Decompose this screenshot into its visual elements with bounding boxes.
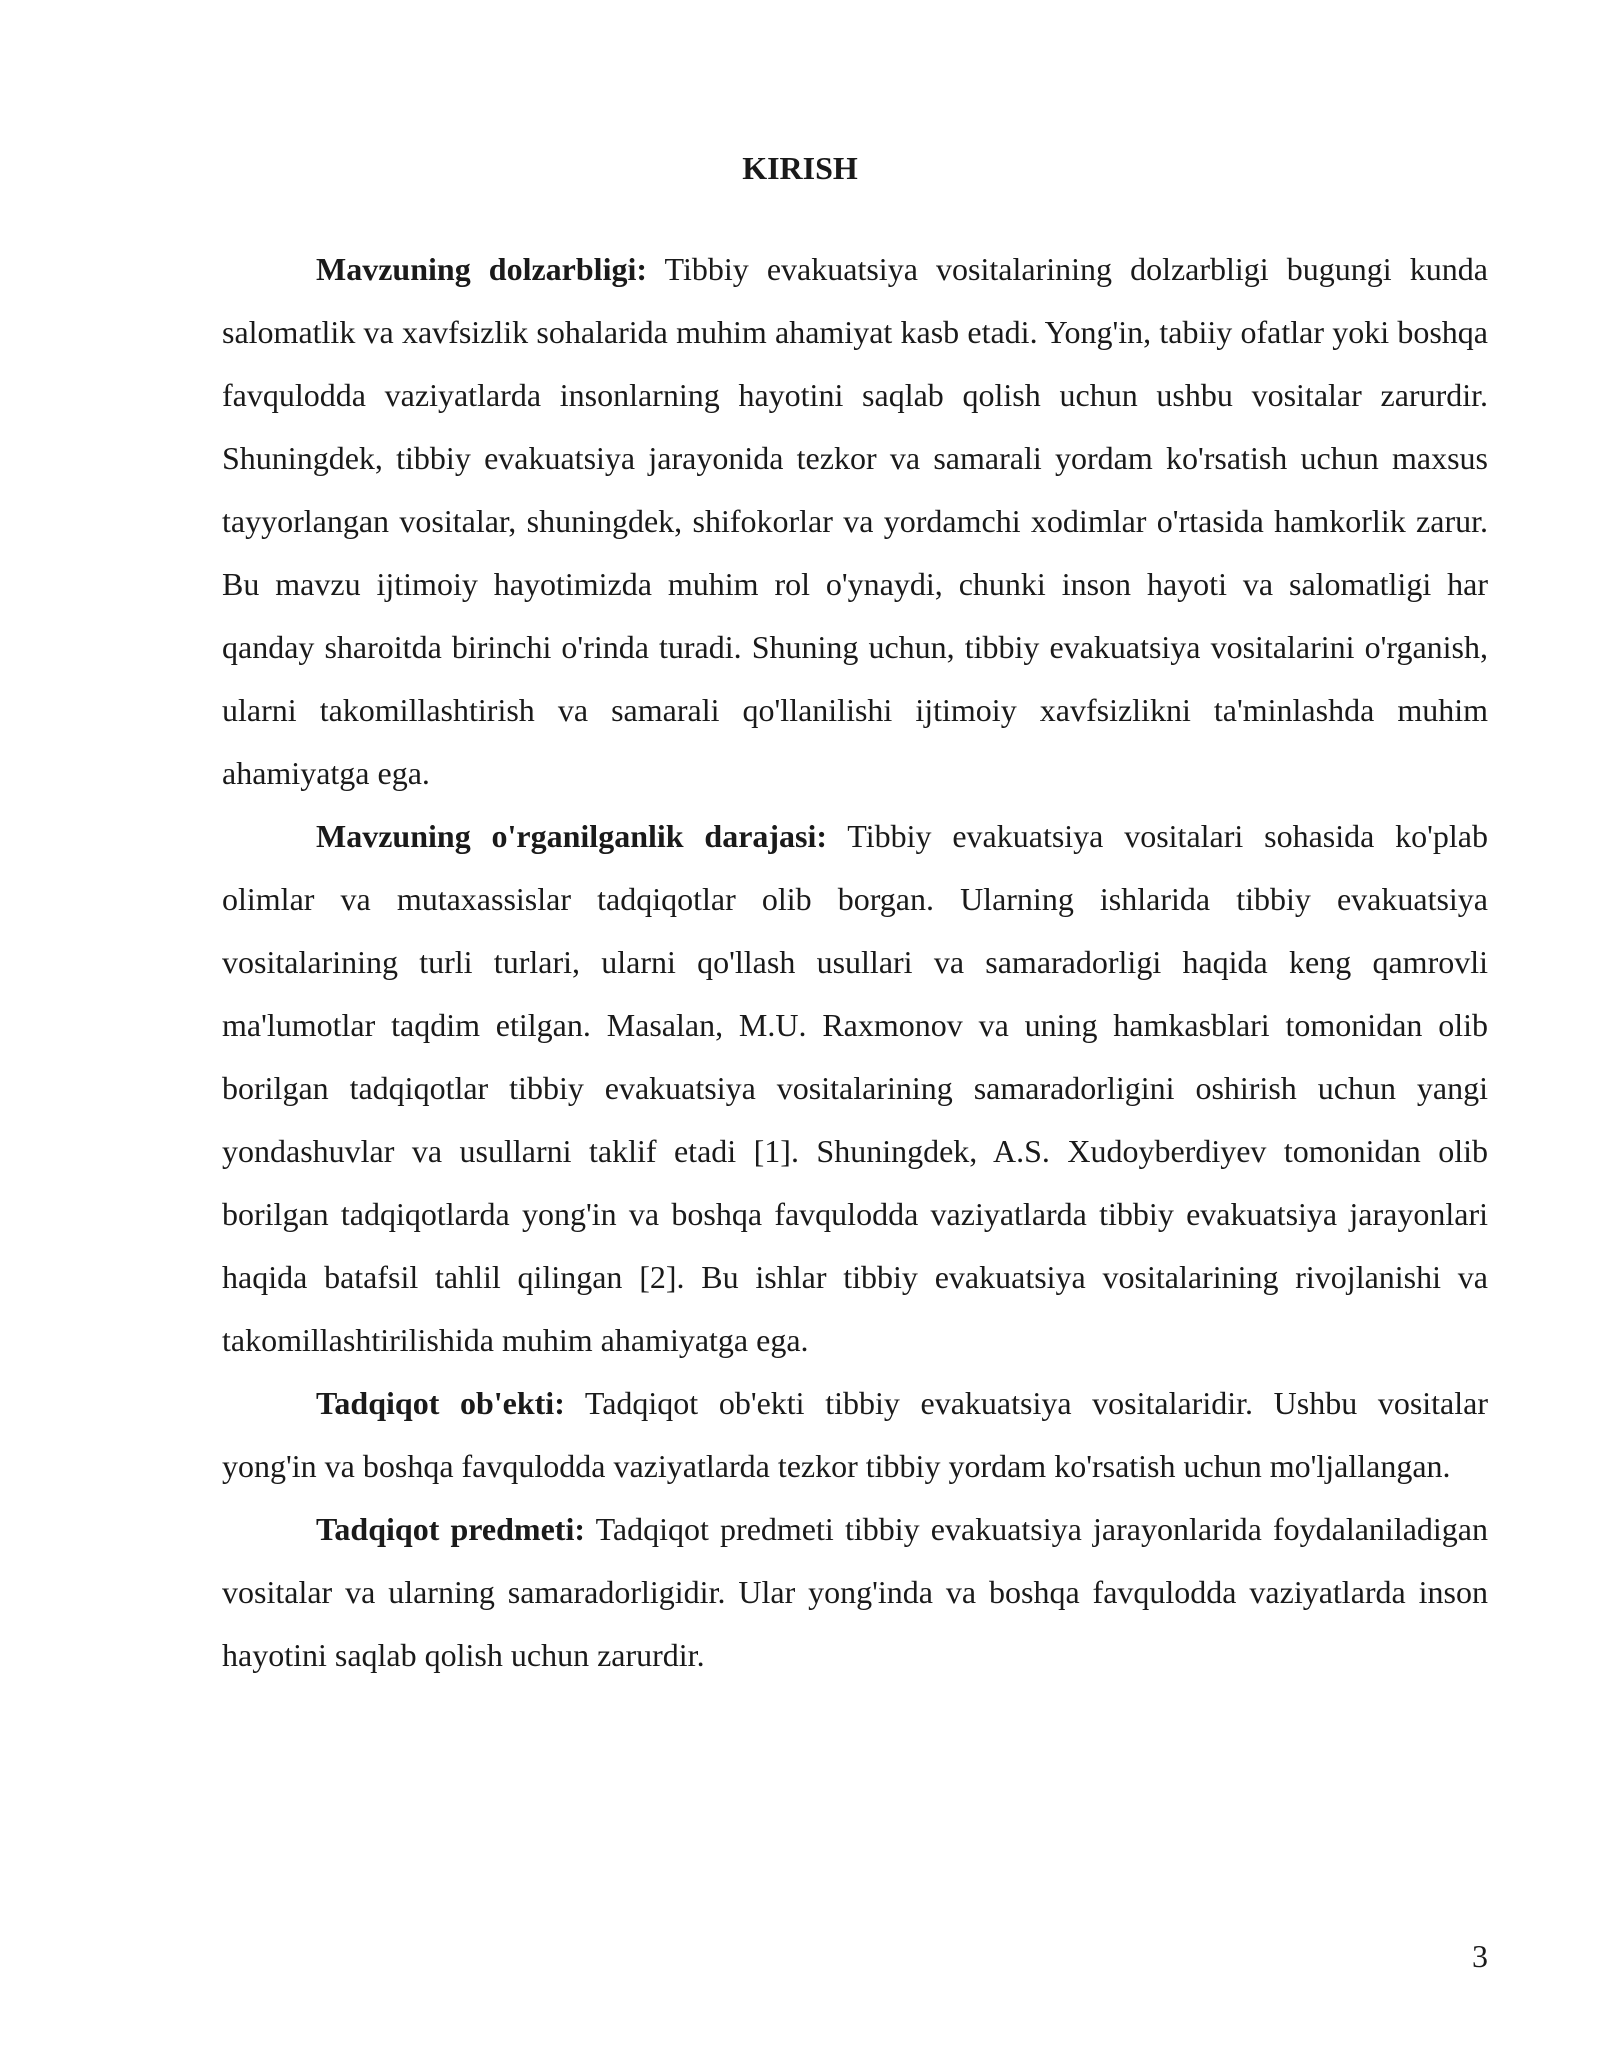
section-title: KIRISH [742,150,858,186]
paragraph-text: Tadqiqot predmeti tibbiy evakuatsiya jarayonlarida foydalaniladigan vositalar va ularning samaradorligidir. Ular yong'inda va boshqa favqulodda vaziyatlarda inson hayotini saqlab qolish uchun zarurdir. [222,1511,1489,1673]
page-number: 3 [1472,1938,1488,1974]
paragraph-study-level [222,805,1488,1372]
paragraph-label: Tadqiqot predmeti: [316,1511,585,1547]
paragraph-text: Tibbiy evakuatsiya vositalarining dolzarbligi bugungi kunda salomatlik va xavfsizlik sohalarida muhim ahamiyat kasb etadi. Yong'in, tabiiy ofatlar yoki boshqa favqulodda vaziyatlarda insonlarning hayotini saqlab qolish uchun ushbu vositalar zarurdir. Shuningdek, tibbiy evakuatsiya jarayonida tezkor va samarali yordam ko'rsatish uchun maxsus tayyorlangan vositalar, shuningdek, shifokorlar va yordamchi xodimlar o'rtasida hamkorlik zarur. Bu mavzu ijtimoiy hayotimizda muhim rol o'ynaydi, chunki inson hayoti va salomatligi har qanday sharoitda birinchi o'rinda turadi. Shuning uchun, tibbiy evakuatsiya vositalarini o'rganish, ularni takomillashtirish va samarali qo'llanilishi ijtimoiy xavfsizlikni ta'minlashda muhim ahamiyatga ega. [222,251,1489,791]
paragraph-research-subject [222,1498,1488,1687]
paragraph-text: Tadqiqot ob'ekti tibbiy evakuatsiya vositalaridir. Ushbu vositalar yong'in va boshqa favqulodda vaziyatlarda tezkor tibbiy yordam ko'rsatish uchun mo'ljallangan. [222,1385,1489,1484]
paragraph-relevance [222,238,1488,805]
paragraph-label: Mavzuning o'rganilganlik darajasi: [316,818,828,854]
paragraph-label: Mavzuning dolzarbligi: [316,251,648,287]
document-body [222,238,1488,1687]
paragraph-text: Tibbiy evakuatsiya vositalari sohasida ko'plab olimlar va mutaxassislar tadqiqotlar olib borgan. Ularning ishlarida tibbiy evakuatsiya vositalarining turli turlari, ularni qo'llash usullari va samaradorligi haqida keng qamrovli ma'lumotlar taqdim etilgan. Masalan, M.U. Raxmonov va uning hamkasblari tomonidan olib borilgan tadqiqotlar tibbiy evakuatsiya vositalarining samaradorligini oshirish uchun yangi yondashuvlar va usullarni taklif etadi [1]. Shuningdek, A.S. Xudoyberdiyev tomonidan olib borilgan tadqiqotlarda yong'in va boshqa favqulodda vaziyatlarda tibbiy evakuatsiya jarayonlari haqida batafsil tahlil qilingan [2]. Bu ishlar tibbiy evakuatsiya vositalarining rivojlanishi va takomillashtirilishida muhim ahamiyatga ega. [222,818,1488,1358]
paragraph-research-object [222,1372,1488,1498]
paragraph-label: Tadqiqot ob'ekti: [316,1385,565,1421]
